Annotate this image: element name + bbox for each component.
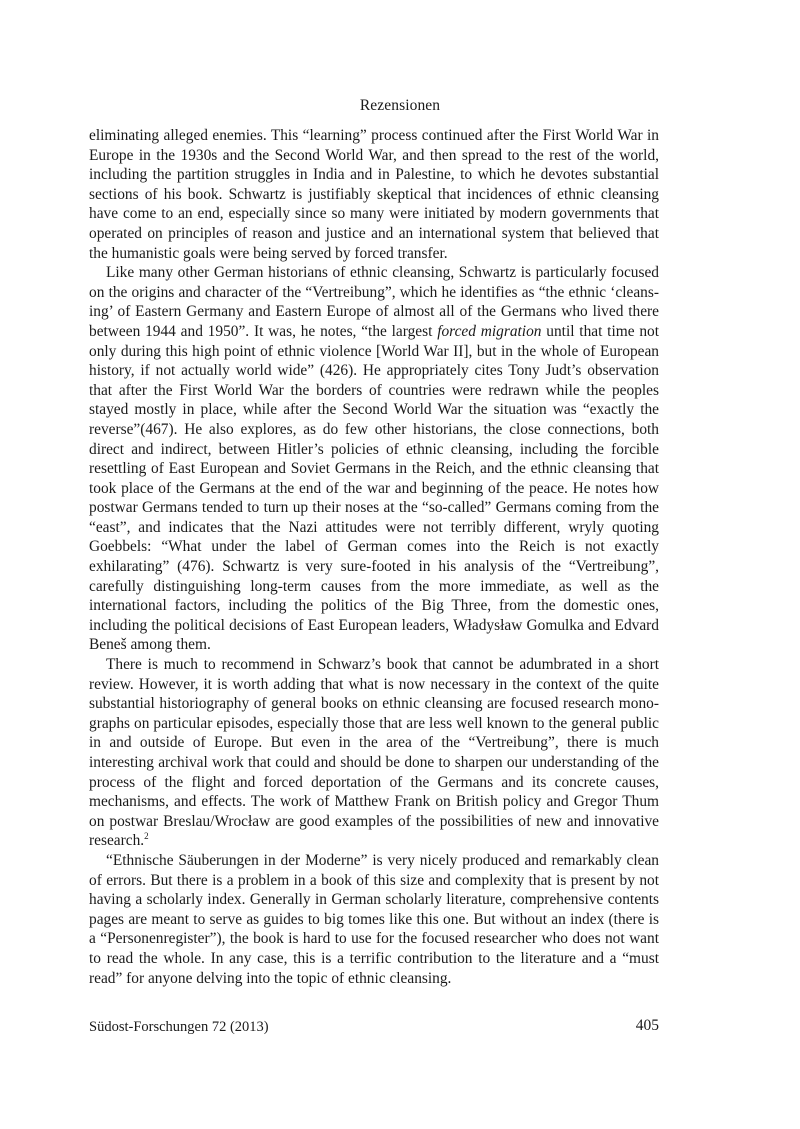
- footnote-reference: 2: [144, 831, 149, 842]
- footer-journal-title: Südost-Forschungen 72 (2013): [89, 1019, 269, 1035]
- paragraph-2-italic-term: forced migration: [437, 322, 542, 340]
- paragraph-1: eliminating alleged enemies. This “learning” process continued after the First World War in Europe in the 1930s and the Second World War, and then spread to the rest of the world, including the partition struggles in India and in Palestine, to which he devotes substantial sections of his book. Schwartz is justifiably skeptical that incidences of ethnic cleansing have come to an end, especially since so many were initiated by modern governments that operated on principles of reason and justice and an international system that believed that the humanistic goals were being served by forced transfer.: [89, 127, 659, 262]
- review-body: [89, 126, 659, 988]
- running-head-title: Rezensionen: [359, 97, 441, 114]
- paragraph-2: [89, 263, 659, 655]
- paragraph-2-text-b: until that time not only during this high point of ethnic violence [World War II], but in the whole of European history, if not actually world wide” (426). He appropriately cites Tony Judt’s observation that after the First World War the borders of countries were redrawn while the peoples stayed mostly in place, while after the Second World War the situation was “exactly the reverse”(467). He also explores, as do few other historians, the close connections, both direct and indirect, between Hitler’s policies of ethnic cleansing, including the forcible resettling of East European and Soviet Germans in the Reich, and the ethnic cleansing that took place of the Germans at the end of the war and beginning of the peace. He notes how postwar Germans tended to turn up their noses at the “so-called” Germans coming from the “east”, and indicates that the Nazi attitudes were not terribly different, wryly quoting Goebbels: “What under the label of German comes into the Reich is not exactly exhilarating” (476). Schwartz is very sure-footed in his analysis of the “Vertreibung”, carefully distinguishing long-term causes from the more immediate, as well as the international factors, including the politics of the Big Three, from the domestic ones, including the political decisions of East European leaders, Władysław Gomulka and Edvard Beneš among them.: [89, 322, 659, 654]
- page-number: 405: [635, 1017, 659, 1034]
- paragraph-2-text-a: Like many other German historians of ethnic cleansing, Schwartz is particularly focused on the origins and character of the “Vertreibung”, which he identifies as “the ethnic ‘cleans-ing’ of Eastern Germany and Eastern Europe of almost all of the Germans who lived there between 1944 and 1950”. It was, he notes, “the largest: [89, 264, 659, 340]
- paragraph-3-text: There is much to recommend in Schwarz’s book that cannot be adumbrated in a short review. However, it is worth adding that what is now necessary in the context of the quite substantial historiography of general books on ethnic cleansing are focused research mono-graphs on particular episodes, especially those that are less well known to the general public in and outside of Europe. But even in the area of the “Vertreibung”, there is much interesting archival work that could and should be done to sharpen our understanding of the process of the flight and forced deportation of the Germans and its concrete causes, mechanisms, and effects. The work of Matthew Frank on British policy and Gregor Thum on postwar Breslau/Wrocław are good examples of the possibilities of new and innovative research.: [89, 656, 659, 850]
- paragraph-4: “Ethnische Säuberungen in der Moderne” is very nicely produced and remarkably clean of errors. But there is a problem in a book of this size and complexity that is present by not having a scholarly index. Generally in German scholarly literature, comprehensive contents pages are meant to serve as guides to big tomes like this one. But without an index (there is a “Personenregister”), the book is hard to use for the focused researcher who does not want to read the whole. In any case, this is a terrific contribution to the literature and a “must read” for anyone delving into the topic of ethnic cleansing.: [89, 851, 659, 987]
- paragraph-3: [89, 655, 659, 851]
